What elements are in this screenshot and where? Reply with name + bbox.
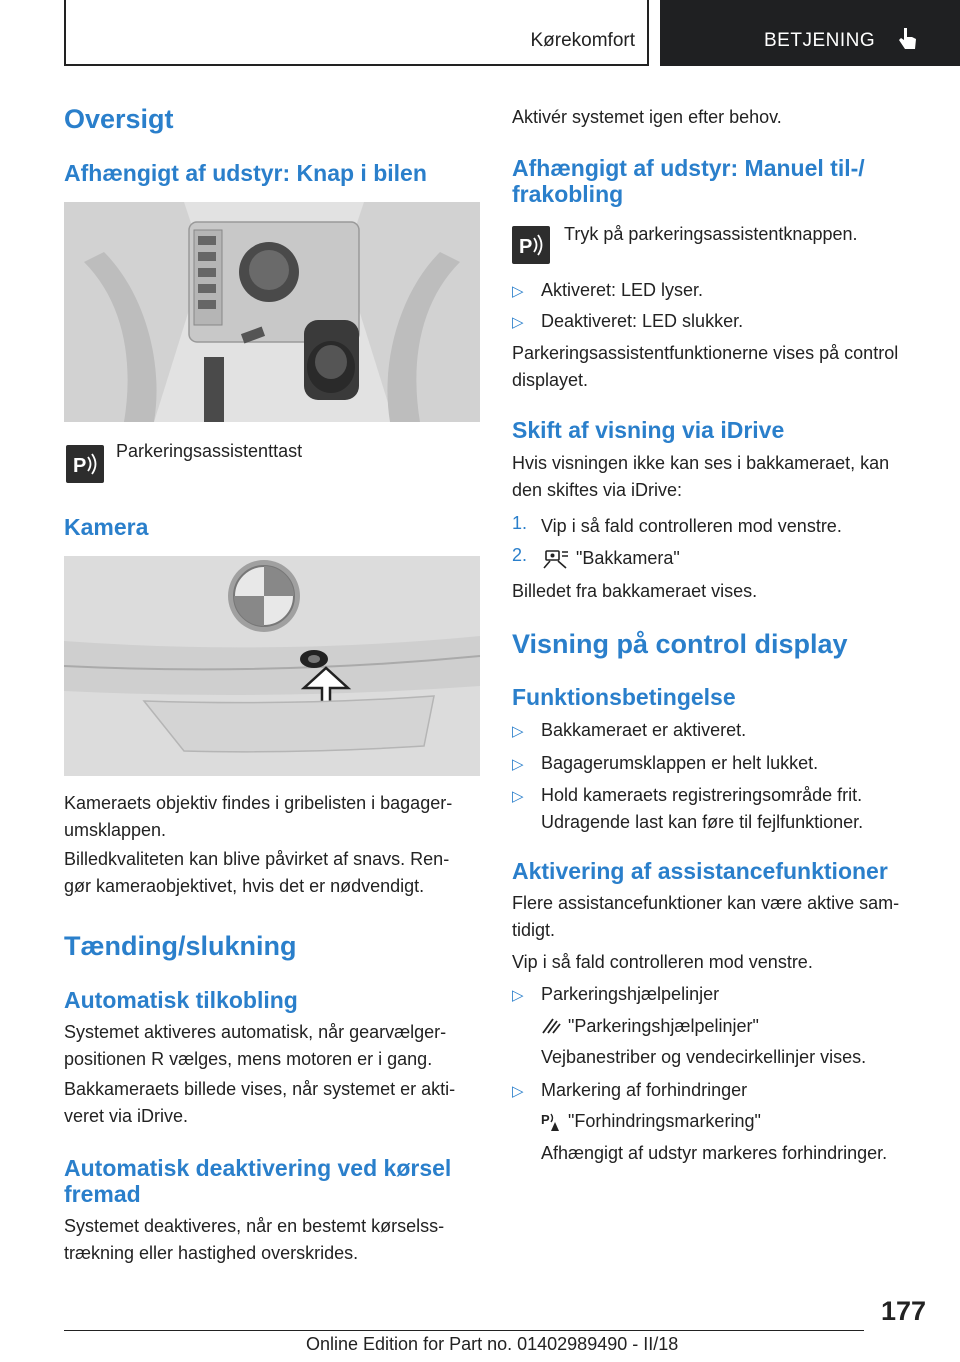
rear-camera-icon [542,548,570,570]
auto-on-paragraph-2: Bakkameraets billede vises, når systemet er akti- veret via iDrive. [64,1079,456,1126]
parking-lines-icon [541,1015,561,1035]
option-description: Afhængigt af udstyr markeres forhindringer. [541,1143,888,1163]
heading-auto-on: Automatisk tilkobling [64,987,298,1013]
assist-paragraph-1: Flere assistancefunktioner kan være aktive sam- tidigt. [512,893,900,940]
assist-paragraph-2: Vip i så fald controlleren mod venstre. [512,952,813,972]
step-text: Vip i så fald controlleren mod venstre. [541,516,842,536]
switch-view-paragraph: Hvis visningen ikke kan ses i bakkameraet, kan den skiftes via iDrive: [512,453,890,500]
header-section-label: Kørekomfort [530,30,635,51]
header-section-tab [64,0,649,66]
page-number: 177 [880,1296,926,1326]
footer-edition: Online Edition for Part no. 01402989490 - II/18 [306,1334,679,1354]
option-description: Vejbanestriber og vendecirkellinjer vises. [541,1047,867,1067]
heading-ignition: Tænding/slukning [64,931,297,961]
heading-control-display: Visning på control display [512,629,848,659]
step-number: 1. [512,513,528,533]
heading-conditions: Funktionsbetingelse [512,684,736,710]
reactivate-text: Aktivér systemet igen efter behov. [512,107,782,127]
menu-option: "Forhindringsmarkering" [568,1111,761,1131]
center-console-photo [64,202,480,422]
list-item: Bakkameraet er aktiveret. [541,720,747,740]
svg-text:P: P [541,1112,550,1127]
auto-on-paragraph-1: Systemet aktiveres automatisk, når gearvælger- positionen R vælges, mens motoren er i gang. [64,1022,447,1069]
bullet-triangle-icon: ▷ [512,723,524,740]
camera-paragraph-1: Kameraets objektiv findes i gribelisten i bagager- umsklappen. [64,793,453,840]
parking-assistant-button-icon [66,445,104,483]
auto-off-paragraph: Systemet deaktiveres, når en bestemt kørselss- trækning eller hastighed overskrides. [64,1216,445,1263]
heading-camera: Kamera [64,514,149,540]
button-caption: Parkeringsassistenttast [116,441,303,461]
list-item: Deaktiveret: LED slukker. [541,311,744,331]
list-item: Bagagerumsklappen er helt lukket. [541,753,819,773]
heading-auto-off: Automatisk deaktivering ved kørsel fremad [64,1155,452,1207]
header-chapter-label: BETJENING [764,30,876,51]
parking-assistant-button-icon-2 [512,226,550,264]
manual-toggle-instruction: Tryk på parkeringsassistentknappen. [564,224,858,244]
list-item: Parkeringshjælpelinjer [541,984,720,1004]
bullet-triangle-icon: ▷ [512,1083,524,1100]
bullet-triangle-icon: ▷ [512,788,524,805]
svg-text:P: P [73,455,87,477]
step-text: "Bakkamera" [576,548,680,568]
list-item: Aktiveret: LED lyser. [541,280,704,300]
manual-paragraph: Parkeringsassistentfunktionerne vises på control displayet. [512,343,899,390]
heading-switch-view: Skift af visning via iDrive [512,417,785,443]
page-title: Oversigt [64,104,174,134]
header-chapter-tab [660,0,960,66]
bullet-triangle-icon: ▷ [512,987,524,1004]
list-item: Hold kameraets registreringsområde frit. Udragende last kan føre til fejlfunktioner. [541,785,864,832]
bullet-triangle-icon: ▷ [512,756,524,773]
step-number: 2. [512,545,528,565]
footer-divider [64,1330,864,1331]
bullet-triangle-icon: ▷ [512,314,524,331]
heading-assist-activation: Aktivering af assistancefunktioner [512,858,888,884]
bullet-triangle-icon: ▷ [512,283,524,300]
camera-paragraph-2: Billedkvaliteten kan blive påvirket af snavs. Ren- gør kameraobjektivet, hvis det er nødvendigt. [64,849,450,896]
svg-text:P: P [519,236,533,258]
heading-manual-toggle: Afhængigt af udstyr: Manuel til-/ frakobling [512,155,865,207]
switch-view-result: Billedet fra bakkameraet vises. [512,581,758,601]
list-item: Markering af forhindringer [541,1080,748,1100]
obstacle-marking-icon [541,1110,561,1132]
menu-option: "Parkeringshjælpelinjer" [568,1016,759,1036]
tailgate-camera-photo [64,556,480,776]
subheading-button-in-car: Afhængigt af udstyr: Knap i bilen [64,160,427,186]
pointing-hand-icon [896,26,918,52]
